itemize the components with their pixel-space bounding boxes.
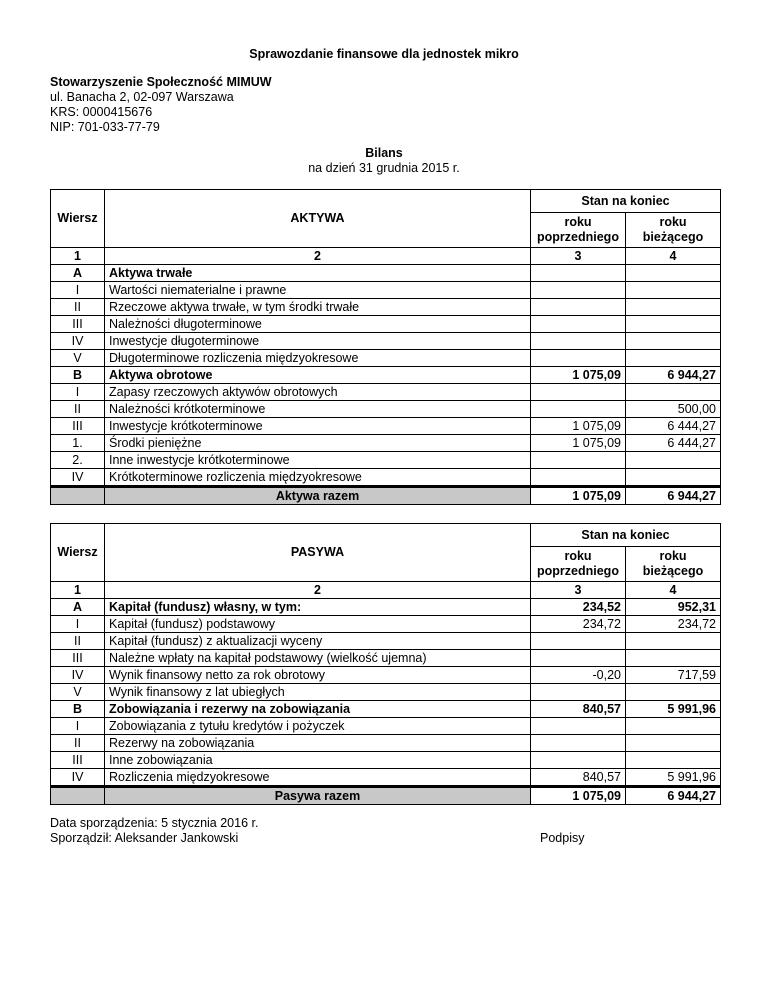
col-wiersz-header: Wiersz [51,190,105,248]
table-row [51,435,721,452]
table-row [51,667,721,684]
row-prev-value [531,752,626,769]
row-prev-value [531,633,626,650]
row-id: IV [51,469,105,487]
table-row [51,650,721,667]
organization-name: Stowarzyszenie Społeczność MIMUW [50,75,272,89]
row-prev-value: -0,20 [531,667,626,684]
table-row [51,316,721,333]
row-id: IV [51,769,105,787]
table-row [51,265,721,282]
row-label: Należności krótkoterminowe [105,401,531,418]
table-row [51,469,721,487]
table-row [51,718,721,735]
row-id: I [51,616,105,633]
table-row [51,333,721,350]
row-label: Rzeczowe aktywa trwałe, w tym środki trwałe [105,299,531,316]
organization-krs: KRS: 0000415676 [50,105,153,119]
column-number: 2 [105,248,531,265]
row-label: Aktywa trwałe [105,265,531,282]
column-number-row [51,248,721,265]
row-curr-value: 6 444,27 [626,435,721,452]
total-label: Pasywa razem [105,787,531,805]
row-label: Środki pieniężne [105,435,531,452]
row-curr-value [626,299,721,316]
column-number: 2 [105,582,531,599]
row-curr-value [626,316,721,333]
table-row [51,384,721,401]
row-id: B [51,367,105,384]
row-prev-value [531,650,626,667]
row-prev-value: 234,72 [531,616,626,633]
table-row [51,769,721,787]
table-row [51,616,721,633]
preparation-date: Data sporządzenia: 5 stycznia 2016 r. [50,816,259,830]
col-curr-header: roku bieżącego [626,213,721,248]
row-label: Należności długoterminowe [105,316,531,333]
row-prev-value [531,265,626,282]
row-curr-value [626,650,721,667]
row-curr-value: 5 991,96 [626,769,721,787]
total-curr-value: 6 944,27 [626,487,721,505]
row-label: Wartości niematerialne i prawne [105,282,531,299]
row-label: Zapasy rzeczowych aktywów obrotowych [105,384,531,401]
table-row [51,418,721,435]
total-curr-value: 6 944,27 [626,787,721,805]
row-label: Rozliczenia międzyokresowe [105,769,531,787]
row-label: Wynik finansowy z lat ubiegłych [105,684,531,701]
col-section-header: AKTYWA [105,190,531,248]
total-row [51,487,721,505]
row-prev-value [531,299,626,316]
col-stan-header: Stan na koniec [531,190,721,213]
row-prev-value [531,452,626,469]
footer-block [50,816,258,846]
column-number-row [51,582,721,599]
col-stan-header: Stan na koniec [531,524,721,547]
row-curr-value [626,333,721,350]
col-wiersz-header: Wiersz [51,524,105,582]
header-row [51,190,721,213]
bilans-date: na dzień 31 grudnia 2015 r. [308,161,460,175]
row-label: Kapitał (fundusz) podstawowy [105,616,531,633]
row-label: Aktywa obrotowe [105,367,531,384]
row-curr-value [626,684,721,701]
row-id: 1. [51,435,105,452]
row-id: A [51,265,105,282]
row-id: V [51,684,105,701]
row-id: B [51,701,105,718]
organization-address: ul. Banacha 2, 02-097 Warszawa [50,90,234,104]
row-prev-value [531,333,626,350]
header-row [51,524,721,547]
table-row [51,633,721,650]
row-label: Zobowiązania i rezerwy na zobowiązania [105,701,531,718]
table-row [51,401,721,418]
row-prev-value: 1 075,09 [531,435,626,452]
table-row [51,452,721,469]
row-prev-value [531,735,626,752]
table-row [51,701,721,718]
row-curr-value [626,735,721,752]
row-id: IV [51,333,105,350]
row-label: Inne inwestycje krótkoterminowe [105,452,531,469]
pasywa-table [50,523,721,805]
row-prev-value [531,718,626,735]
row-prev-value [531,316,626,333]
row-curr-value: 5 991,96 [626,701,721,718]
row-curr-value: 6 944,27 [626,367,721,384]
row-id: II [51,735,105,752]
row-prev-value: 234,52 [531,599,626,616]
row-prev-value [531,469,626,487]
row-id: I [51,718,105,735]
row-prev-value [531,282,626,299]
row-id: A [51,599,105,616]
row-curr-value: 6 444,27 [626,418,721,435]
total-label: Aktywa razem [105,487,531,505]
row-prev-value [531,384,626,401]
row-id: III [51,316,105,333]
table-row [51,299,721,316]
row-id: I [51,282,105,299]
column-number: 1 [51,248,105,265]
row-id: I [51,384,105,401]
row-id: III [51,650,105,667]
table-row [51,735,721,752]
row-curr-value: 234,72 [626,616,721,633]
row-curr-value [626,282,721,299]
col-curr-header: roku bieżącego [626,547,721,582]
total-row [51,787,721,805]
row-curr-value [626,384,721,401]
row-curr-value [626,633,721,650]
organization-nip: NIP: 701-033-77-79 [50,120,160,134]
row-label: Inne zobowiązania [105,752,531,769]
prepared-by: Sporządził: Aleksander Jankowski [50,831,239,845]
row-curr-value: 717,59 [626,667,721,684]
row-label: Kapitał (fundusz) własny, w tym: [105,599,531,616]
col-section-header: PASYWA [105,524,531,582]
row-prev-value [531,350,626,367]
row-id: III [51,418,105,435]
column-number: 3 [531,582,626,599]
row-curr-value: 500,00 [626,401,721,418]
row-label: Kapitał (fundusz) z aktualizacji wyceny [105,633,531,650]
row-label: Zobowiązania z tytułu kredytów i pożyczek [105,718,531,735]
row-id: II [51,299,105,316]
row-curr-value [626,265,721,282]
total-prev-value: 1 075,09 [531,787,626,805]
row-label: Długoterminowe rozliczenia międzyokresowe [105,350,531,367]
column-number: 1 [51,582,105,599]
row-label: Krótkoterminowe rozliczenia międzyokresowe [105,469,531,487]
bilans-heading [0,146,768,176]
column-number: 4 [626,248,721,265]
row-prev-value: 1 075,09 [531,418,626,435]
table-row [51,367,721,384]
aktywa-table [50,189,721,505]
column-number: 4 [626,582,721,599]
row-id: II [51,633,105,650]
row-prev-value [531,684,626,701]
total-empty-cell [51,487,105,505]
row-prev-value: 840,57 [531,769,626,787]
column-number: 3 [531,248,626,265]
col-prev-header: roku poprzedniego [531,547,626,582]
row-curr-value [626,469,721,487]
row-prev-value [531,401,626,418]
row-curr-value [626,452,721,469]
row-id: V [51,350,105,367]
table-row [51,599,721,616]
organization-block [50,75,272,135]
document-title: Sprawozdanie finansowe dla jednostek mikro [249,47,519,61]
row-curr-value [626,350,721,367]
row-id: IV [51,667,105,684]
row-curr-value [626,718,721,735]
table-row [51,282,721,299]
row-curr-value [626,752,721,769]
row-prev-value: 1 075,09 [531,367,626,384]
row-label: Rezerwy na zobowiązania [105,735,531,752]
row-label: Należne wpłaty na kapitał podstawowy (wielkość ujemna) [105,650,531,667]
signatures-label: Podpisy [540,831,585,845]
row-label: Inwestycje długoterminowe [105,333,531,350]
row-label: Inwestycje krótkoterminowe [105,418,531,435]
bilans-title: Bilans [365,146,403,160]
total-prev-value: 1 075,09 [531,487,626,505]
row-id: 2. [51,452,105,469]
row-id: II [51,401,105,418]
table-row [51,684,721,701]
table-row [51,752,721,769]
row-label: Wynik finansowy netto za rok obrotowy [105,667,531,684]
row-curr-value: 952,31 [626,599,721,616]
table-row [51,350,721,367]
row-id: III [51,752,105,769]
row-prev-value: 840,57 [531,701,626,718]
total-empty-cell [51,787,105,805]
col-prev-header: roku poprzedniego [531,213,626,248]
